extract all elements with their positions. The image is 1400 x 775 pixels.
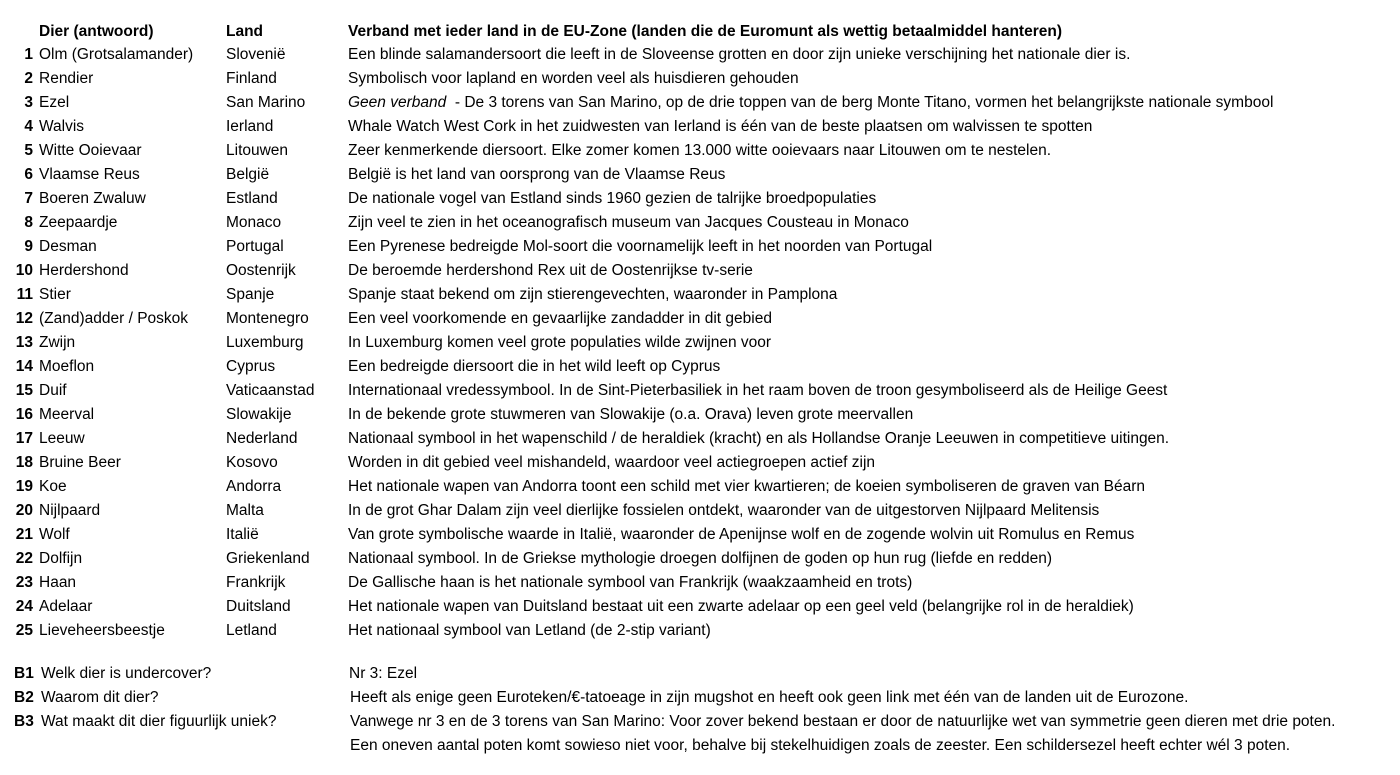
row-number: 19: [15, 478, 33, 495]
animal-cell: Olm (Grotsalamander): [39, 46, 194, 63]
header-animal: Dier (antwoord): [39, 23, 154, 40]
bonus-question: Waarom dit dier?: [41, 689, 159, 706]
country-cell: Malta: [226, 502, 264, 519]
table-row: [0, 619, 1400, 643]
row-number: 6: [24, 166, 33, 183]
relation-cell: België is het land van oorsprong van de Vlaamse Reus: [348, 166, 726, 183]
country-cell: Griekenland: [226, 550, 310, 567]
bonus-question: Wat maakt dit dier figuurlijk uniek?: [41, 713, 277, 730]
relation-cell: Worden in dit gebied veel mishandeld, waardoor veel actiegroepen actief zijn: [348, 454, 876, 471]
animal-cell: Adelaar: [39, 598, 93, 615]
row-number: 17: [15, 430, 33, 447]
animal-cell: Zeepaardje: [39, 214, 118, 231]
country-cell: Frankrijk: [226, 574, 286, 591]
country-cell: Andorra: [226, 478, 282, 495]
relation-cell: Spanje staat bekend om zijn stierengevechten, waaronder in Pamplona: [348, 286, 838, 303]
animal-cell: Meerval: [39, 406, 95, 423]
animal-cell: Koe: [39, 478, 67, 495]
relation-cell: In Luxemburg komen veel grote populaties wilde zwijnen voor: [348, 334, 772, 351]
country-cell: Finland: [226, 70, 277, 87]
relation-cell: Het nationaal symbool van Letland (de 2-stip variant): [348, 622, 711, 639]
country-cell: Kosovo: [226, 454, 278, 471]
relation-cell: Een veel voorkomende en gevaarlijke zandadder in dit gebied: [348, 310, 772, 327]
table-row: [0, 43, 1400, 67]
bonus-answer: Nr 3: Ezel: [349, 665, 418, 682]
row-number: 2: [24, 70, 33, 87]
row-number: 22: [15, 550, 33, 567]
table-row: [0, 307, 1400, 331]
animal-cell: Ezel: [39, 94, 70, 111]
country-cell: Slowakije: [226, 406, 292, 423]
relation-cell: Symbolisch voor lapland en worden veel als huisdieren gehouden: [348, 70, 799, 87]
animal-cell: Boeren Zwaluw: [39, 190, 146, 207]
table-row: [0, 571, 1400, 595]
bonus-answer: Heeft als enige geen Euroteken/€-tatoeage in zijn mugshot en heeft ook geen link met één van de landen uit de Eurozone.: [350, 689, 1189, 706]
animal-cell: Bruine Beer: [39, 454, 121, 471]
header-country: Land: [226, 23, 264, 40]
country-cell: Slovenië: [226, 46, 286, 63]
header-relation: Verband met ieder land in de EU-Zone (landen die de Euromunt als wettig betaalmiddel hanteren): [348, 23, 1062, 40]
relation-cell: Een Pyrenese bedreigde Mol-soort die voornamelijk leeft in het noorden van Portugal: [348, 238, 933, 255]
row-number: 20: [15, 502, 33, 519]
table-row: [0, 427, 1400, 451]
table-row: [0, 259, 1400, 283]
country-cell: Italië: [226, 526, 259, 543]
relation-cell: In de bekende grote stuwmeren van Slowakije (o.a. Orava) leven grote meervallen: [348, 406, 914, 423]
table-row: [0, 187, 1400, 211]
table-row: [0, 355, 1400, 379]
row-number: 11: [16, 286, 33, 303]
country-cell: Montenegro: [226, 310, 309, 327]
bonus-answer-continued: Een oneven aantal poten komt sowieso niet voor, behalve bij stekelhuidigen zoals de zeester. Een schildersezel heeft echter wél 3 poten.: [350, 737, 1291, 754]
bonus-answer: Vanwege nr 3 en de 3 torens van San Marino: Voor zover bekend bestaan er door de natuurlijke wet van symmetrie geen dieren met drie poten.: [350, 713, 1336, 730]
animal-cell: Leeuw: [39, 430, 85, 447]
table-row: [0, 523, 1400, 547]
row-number: 7: [24, 190, 33, 207]
country-cell: Portugal: [226, 238, 284, 255]
row-number: 18: [15, 454, 33, 471]
relation-cell: Nationaal symbool in het wapenschild / de heraldiek (kracht) en als Hollandse Oranje Leeuwen in competitieve uitingen.: [348, 430, 1170, 447]
animal-cell: Vlaamse Reus: [39, 166, 140, 183]
row-number: 14: [15, 358, 33, 375]
country-cell: Cyprus: [226, 358, 276, 375]
bonus-row: [0, 662, 1400, 686]
country-cell: Spanje: [226, 286, 275, 303]
table-row: [0, 379, 1400, 403]
relation-cell: Zeer kenmerkende diersoort. Elke zomer komen 13.000 witte ooievaars naar Litouwen om te nestelen.: [348, 142, 1052, 159]
animal-cell: Haan: [39, 574, 77, 591]
relation-cell: Een bedreigde diersoort die in het wild leeft op Cyprus: [348, 358, 721, 375]
row-number: 3: [24, 94, 33, 111]
table-row: [0, 595, 1400, 619]
table-row: [0, 331, 1400, 355]
table-row: [0, 115, 1400, 139]
bonus-row: [0, 686, 1400, 710]
row-number: 1: [24, 46, 33, 63]
country-cell: Nederland: [226, 430, 298, 447]
country-cell: Luxemburg: [226, 334, 304, 351]
relation-cell: De nationale vogel van Estland sinds 1960 gezien de talrijke broedpopulaties: [348, 190, 877, 207]
country-cell: Vaticaanstad: [226, 382, 315, 399]
relation-cell: De Gallische haan is het nationale symbool van Frankrijk (waakzaamheid en trots): [348, 574, 913, 591]
relation-note: Geen verband: [348, 94, 447, 111]
table-row: [0, 499, 1400, 523]
relation-text: - De 3 torens van San Marino, op de drie toppen van de berg Monte Titano, vormen het belangrijkste nationale symbool: [446, 94, 1274, 111]
bonus-row: [0, 710, 1400, 734]
animal-cell: Stier: [39, 286, 71, 303]
country-cell: Duitsland: [226, 598, 291, 615]
row-number: 8: [24, 214, 33, 231]
animal-cell: Zwijn: [39, 334, 76, 351]
bonus-code: B1: [14, 665, 34, 682]
country-cell: Monaco: [226, 214, 282, 231]
relation-cell: Een blinde salamandersoort die leeft in de Sloveense grotten en door zijn unieke verschijning het nationale dier is.: [348, 46, 1131, 63]
relation-cell: Internationaal vredessymbool. In de Sint-Pieterbasiliek in het raam boven de troon gesymboliseerd als de Heilige Geest: [348, 382, 1168, 399]
table-row: [0, 211, 1400, 235]
country-cell: Litouwen: [226, 142, 289, 159]
row-number: 9: [24, 238, 33, 255]
row-number: 24: [15, 598, 33, 615]
country-cell: België: [226, 166, 270, 183]
animal-cell: Nijlpaard: [39, 502, 101, 519]
animal-cell: Walvis: [39, 118, 85, 135]
animal-cell: Herdershond: [39, 262, 129, 279]
row-number: 25: [15, 622, 33, 639]
table-row: [0, 451, 1400, 475]
animal-cell: Duif: [39, 382, 67, 399]
row-number: 23: [15, 574, 33, 591]
relation-cell: In de grot Ghar Dalam zijn veel dierlijke fossielen ontdekt, waaronder van de uitgestorven Nijlpaard Melitensis: [348, 502, 1100, 519]
table-row: [0, 67, 1400, 91]
bonus-row: [0, 734, 1400, 758]
relation-cell: Nationaal symbool. In de Griekse mythologie droegen dolfijnen de goden op hun rug (liefde en redden): [348, 550, 1052, 567]
relation-cell: Van grote symbolische waarde in Italië, waaronder de Apenijnse wolf en de zogende wolvin uit Romulus en Remus: [348, 526, 1135, 543]
row-number: 21: [15, 526, 33, 543]
table-row: [0, 283, 1400, 307]
animal-cell: Witte Ooievaar: [39, 142, 142, 159]
table-row: [0, 235, 1400, 259]
row-number: 12: [15, 310, 33, 327]
relation-cell: [348, 91, 1273, 115]
row-number: 16: [15, 406, 33, 423]
relation-cell: Het nationale wapen van Andorra toont een schild met vier kwartieren; de koeien symboliseren de graven van Béarn: [348, 478, 1145, 495]
relation-cell: De beroemde herdershond Rex uit de Oostenrijkse tv-serie: [348, 262, 753, 279]
row-number: 15: [15, 382, 33, 399]
country-cell: Oostenrijk: [226, 262, 296, 279]
country-cell: Ierland: [226, 118, 274, 135]
bonus-code: B2: [14, 689, 34, 706]
animal-cell: Desman: [39, 238, 97, 255]
table-row: [0, 91, 1400, 115]
animal-cell: Dolfijn: [39, 550, 83, 567]
table-row: [0, 475, 1400, 499]
row-number: 4: [24, 118, 33, 135]
country-cell: San Marino: [226, 94, 306, 111]
relation-cell: Het nationale wapen van Duitsland bestaat uit een zwarte adelaar op een geel veld (belangrijke rol in de heraldiek): [348, 598, 1134, 615]
animal-cell: Lieveheersbeestje: [39, 622, 165, 639]
bonus-code: B3: [14, 713, 34, 730]
bonus-question: Welk dier is undercover?: [41, 665, 212, 682]
table-row: [0, 139, 1400, 163]
table-row: [0, 403, 1400, 427]
table-row: [0, 163, 1400, 187]
row-number: 13: [15, 334, 33, 351]
animal-cell: Rendier: [39, 70, 94, 87]
animal-cell: Moeflon: [39, 358, 95, 375]
relation-cell: Zijn veel te zien in het oceanografisch museum van Jacques Cousteau in Monaco: [348, 214, 909, 231]
country-cell: Letland: [226, 622, 277, 639]
country-cell: Estland: [226, 190, 278, 207]
animal-cell: (Zand)adder / Poskok: [39, 310, 189, 327]
row-number: 5: [24, 142, 33, 159]
relation-cell: Whale Watch West Cork in het zuidwesten van Ierland is één van de beste plaatsen om walvissen te spotten: [348, 118, 1093, 135]
row-number: 10: [15, 262, 33, 279]
animal-cell: Wolf: [39, 526, 70, 543]
table-row: [0, 547, 1400, 571]
